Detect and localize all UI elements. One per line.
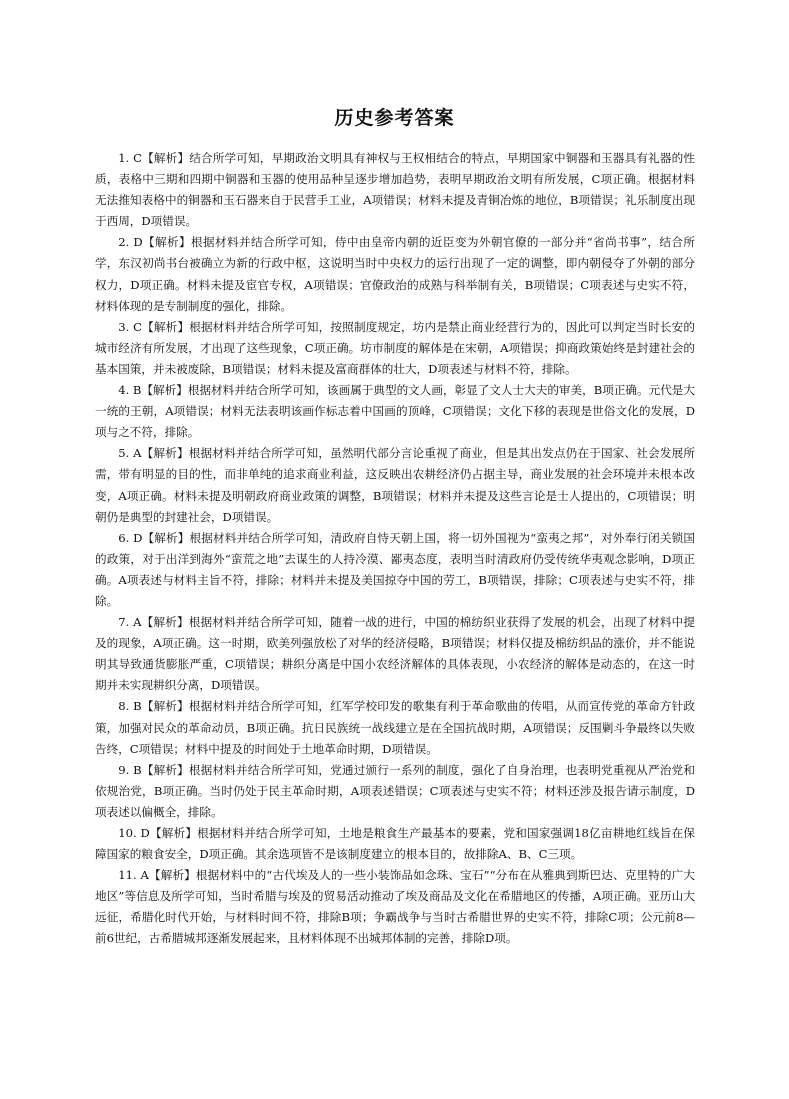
answer-paragraph-10: 10. D【解析】根据材料并结合所学可知，土地是粮食生产最基本的要素，党和国家强调18亿亩耕地红线旨在保障国家的粮食安全，D项正确。其余选项皆不是该制度建立的根本目的，故排除A、B、C三项。 xyxy=(95,826,695,862)
answer-paragraph-2: 2. D【解析】根据材料并结合所学可知，侍中由皇帝内朝的近臣变为外朝官僚的一部分并“省尚书事”，结合所学，东汉初尚书台被确立为新的行政中枢，这说明当时中央权力的运行出现了一定的调整，即内朝侵夺了外朝的部分权力，D项正确。材料未提及宦官专权，A项错误；官僚政治的成熟与科举制有关，B项错误；C项表述与史实不符，材料体现的是专制制度的强化，排除。 xyxy=(95,235,695,313)
answer-paragraph-9: 9. B【解析】根据材料并结合所学可知，党通过颁行一系列的制度，强化了自身治理，也表明党重视从严治党和依规治党，B项正确。当时仍处于民主革命时期，A项表述错误；C项表述与史实不符；材料还涉及报告请示制度，D项表述以偏概全，排除。 xyxy=(95,762,695,819)
answer-paragraph-1: 1. C【解析】结合所学可知，早期政治文明具有神权与王权相结合的特点，早期国家中铜器和玉器具有礼器的性质，表格中三期和四期中铜器和玉器的使用品种呈逐步增加趋势，表明早期政治文明有所发展，C项正确。根据材料无法推知表格中的铜器和玉石器来自于民营手工业，A项错误；材料未提及青铜冶炼的地位，B项错误；礼乐制度出现于西周，D项错误。 xyxy=(95,151,695,229)
answer-paragraph-4: 4. B【解析】根据材料并结合所学可知，该画属于典型的文人画，彰显了文人士大夫的审美，B项正确。元代是大一统的王朝，A项错误；材料无法表明该画作标志着中国画的顶峰，C项错误；文化下移的表现是世俗文化的发展，D项与之不符，排除。 xyxy=(95,383,695,440)
answer-paragraph-8: 8. B【解析】根据材料并结合所学可知，红军学校印发的歌集有利于革命歌曲的传唱，从而宣传党的革命方针政策，加强对民众的革命动员，B项正确。抗日民族统一战线建立是在全国抗战时期，A项错误；反围剿斗争最终以失败告终，C项错误；材料中提及的时间处于土地革命时期，D项错误。 xyxy=(95,699,695,756)
answer-paragraph-3: 3. C【解析】根据材料并结合所学可知，按照制度规定，坊内是禁止商业经营行为的，因此可以判定当时长安的城市经济有所发展，才出现了这些现象，C项正确。坊市制度的解体是在宋朝，A项错误；抑商政策始终是封建社会的基本国策，并未被废除，B项错误；材料未提及富商群体的壮大，D项表述与材料不符，排除。 xyxy=(95,319,695,376)
answer-list xyxy=(95,148,695,950)
answer-paragraph-6: 6. D【解析】根据材料并结合所学可知，清政府自恃天朝上国，将一切外国视为“蛮夷之邦”，对外奉行闭关锁国的政策，对于出洋到海外“蛮荒之地”去谋生的人持冷漠、鄙夷态度，表明当时清政府仍受传统华夷观念影响，D项正确。A项表述与材料主旨不符，排除；材料并未提及美国掠夺中国的劳工，B项错误，排除；C项表述与史实不符，排除。 xyxy=(95,530,695,608)
answer-paragraph-5: 5. A【解析】根据材料并结合所学可知，虽然明代部分言论重视了商业，但是其出发点仍在于国家、社会发展所需，带有明显的目的性，而非单纯的追求商业利益，这反映出农耕经济仍占据主导，商业发展的社会环境并未根本改变，A项正确。材料未提及明朝政府商业政策的调整，B项错误；材料并未提及这些言论是士人提出的，C项错误；明朝仍是典型的封建社会，D项错误。 xyxy=(95,446,695,524)
answer-paragraph-7: 7. A【解析】根据材料并结合所学可知，随着一战的进行，中国的棉纺织业获得了发展的机会，出现了材料中提及的现象，A项正确。这一时期，欧美列强放松了对华的经济侵略，B项错误；材料仅提及棉纺织品的涨价，并不能说明其导致通货膨胀严重，C项错误；耕织分离是中国小农经济解体的具体表现，小农经济的解体是动态的，在这一时期并未实现耕织分离，D项错误。 xyxy=(95,615,695,693)
page-title: 历史参考答案 xyxy=(334,106,455,129)
answer-paragraph-11: 11. A【解析】根据材料中的“古代埃及人的一些小装饰品如念珠、宝石”“分布在从雅典到斯巴达、克里特的广大地区”等信息及所学可知，当时希腊与埃及的贸易活动推动了埃及商品及文化在希腊地区的传播，A项正确。亚历山大远征，希腊化时代开始，与材料时间不符，排除B项；争霸战争与当时古希腊世界的史实不符，排除C项；公元前8—前6世纪，古希腊城邦逐渐发展起来，且材料体现不出城邦体制的完善，排除D项。 xyxy=(95,868,695,946)
